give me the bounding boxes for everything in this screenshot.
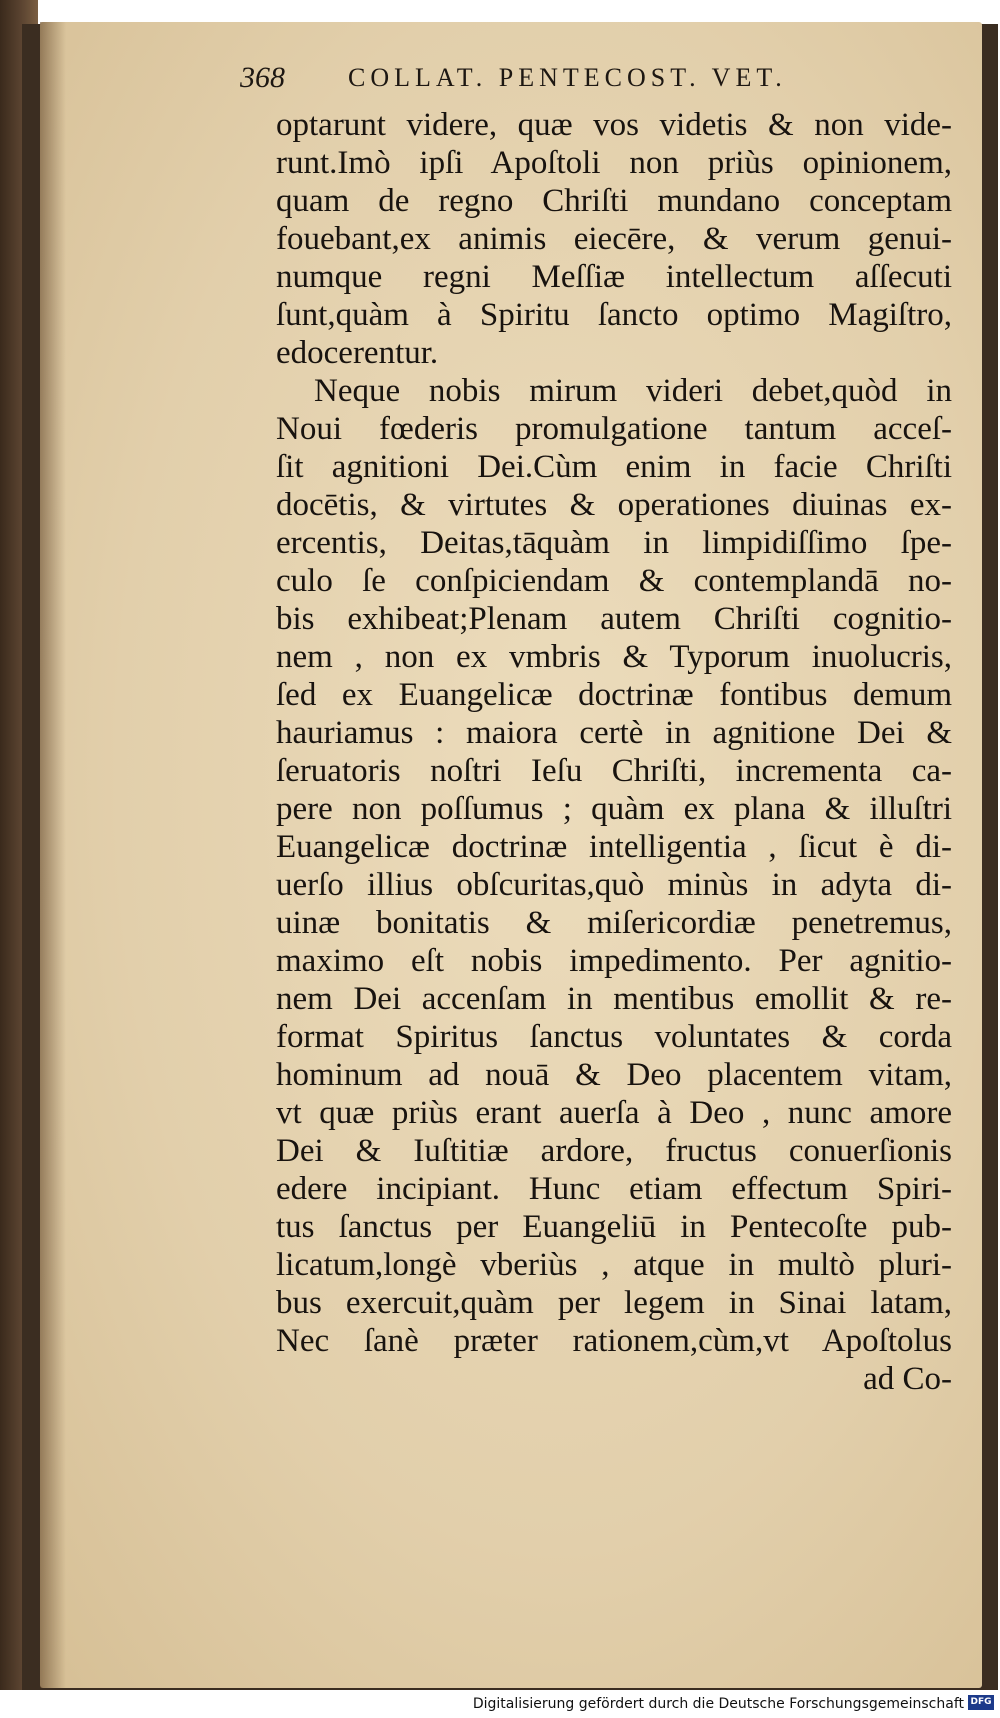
text-line: hominum ad nouā & Deo placentem vitam, (276, 1057, 952, 1093)
text-line: maximo eſt nobis impedimento. Per agnitio- (276, 943, 952, 979)
text-line: runt.Imò ipſi Apoſtoli non priùs opinionem, (276, 145, 952, 181)
text-line: uerſo illius obſcuritas,quò minùs in adyta di- (276, 867, 952, 903)
text-line: docētis, & virtutes & operationes diuinas ex- (276, 487, 952, 523)
page-gutter (40, 22, 66, 1688)
text-line: uinæ bonitatis & miſericordiæ penetremus, (276, 905, 952, 941)
text-line: numque regni Meſſiæ intellectum aſſecuti (276, 259, 952, 295)
text-line: Euangelicæ doctrinæ intelligentia , ſicut è di- (276, 829, 952, 865)
text-line: Noui fœderis promulgatione tantum acceſ- (276, 411, 952, 447)
body-text (276, 106, 952, 1397)
dfg-logo: DFG (968, 1695, 994, 1710)
text-line: edere incipiant. Hunc etiam effectum Spiri- (276, 1171, 952, 1207)
text-line: format Spiritus ſanctus voluntates & corda (276, 1019, 952, 1055)
funding-credit: Digitalisierung gefördert durch die Deutsche Forschungsgemeinschaft (472, 1696, 964, 1712)
text-line: edocerentur. (276, 335, 439, 371)
text-line: bus exercuit,quàm per legem in Sinai latam, (276, 1285, 952, 1321)
catchword: ad Co- (863, 1361, 952, 1397)
text-line: ſit agnitioni Dei.Cùm enim in facie Chriſti (276, 449, 952, 485)
text-line: ſeruatoris noſtri Ieſu Chriſti, incrementa ca- (276, 753, 952, 789)
text-line: hauriamus : maiora certè in agnitione Dei & (276, 715, 952, 751)
text-line: quam de regno Chriſti mundano conceptam (276, 183, 952, 219)
text-line: ercentis, Deitas,tāquàm in limpidiſſimo ſpe- (276, 525, 952, 561)
page-header (240, 58, 800, 98)
running-head: COLLAT. PENTECOST. VET. (348, 63, 787, 92)
text-line: Dei & Iuſtitiæ ardore, fructus conuerſionis (276, 1133, 952, 1169)
text-line: nem Dei accenſam in mentibus emollit & re- (276, 981, 952, 1017)
paragraph-first-line: Neque nobis mirum videri debet,quòd in (314, 373, 952, 409)
text-line: Nec ſanè præter rationem,cùm,vt Apoſtolus (276, 1323, 952, 1359)
text-line: ſunt,quàm à Spiritu ſancto optimo Magiſtro, (276, 297, 952, 333)
text-line: fouebant,ex animis eiecēre, & verum genui- (276, 221, 952, 257)
text-line: culo ſe conſpiciendam & contemplandā no- (276, 563, 952, 599)
text-line: vt quæ priùs erant auerſa à Deo , nunc amore (276, 1095, 952, 1131)
text-line: optarunt videre, quæ vos videtis & non vide- (276, 107, 952, 143)
footer-bar (0, 1690, 1000, 1718)
text-line: bis exhibeat;Plenam autem Chriſti cognitio- (276, 601, 952, 637)
text-line: nem , non ex vmbris & Typorum inuolucris, (276, 639, 952, 675)
text-line: pere non poſſumus ; quàm ex plana & illuſtri (276, 791, 952, 827)
text-line: licatum,longè vberiùs , atque in multò pluri- (276, 1247, 952, 1283)
page-number: 368 (240, 61, 285, 94)
text-line: ſed ex Euangelicæ doctrinæ fontibus demum (276, 677, 952, 713)
text-line: tus ſanctus per Euangeliū in Pentecoſte pub- (276, 1209, 952, 1245)
